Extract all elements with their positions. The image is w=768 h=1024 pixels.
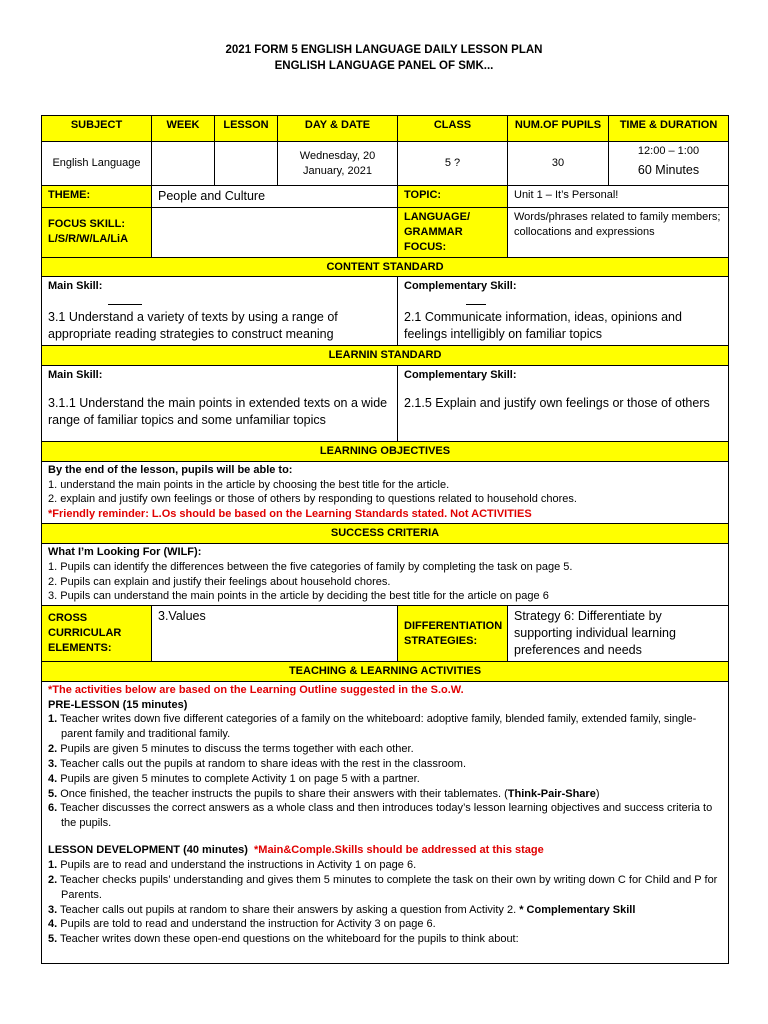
panel-title: ENGLISH LANGUAGE PANEL OF SMK...	[274, 60, 494, 72]
activity-step	[48, 917, 722, 932]
step-text: Once finished, the teacher instructs the pupils to share their answers with their tablemates. (	[57, 787, 508, 800]
step-emphasis: * Complementary Skill	[519, 903, 636, 916]
learning-objectives-row	[42, 461, 729, 523]
topic-value: Unit 1 – It’s Personal!	[508, 186, 729, 208]
learning-comp-label: Complementary Skill:	[404, 368, 517, 381]
step-text: Teacher calls out pupils at random to share their answers by asking a question from Activity 2.	[57, 903, 520, 916]
step-number: 5.	[48, 933, 58, 946]
lo-item: 1. understand the main points in the article by choosing the best title for the article.	[48, 478, 450, 491]
activity-step	[48, 932, 722, 947]
activity-step	[48, 873, 722, 903]
subject-value: English Language	[42, 142, 152, 186]
theme-value: People and Culture	[152, 186, 398, 208]
pre-lesson-list	[48, 712, 722, 831]
learning-objectives-bar	[42, 441, 729, 461]
sc-item: 2. Pupils can explain and justify their feelings about household chores.	[48, 575, 391, 588]
sc-item: 3. Pupils can understand the main points in the article by deciding the best title for the article on page 6	[48, 590, 549, 603]
lo-intro: By the end of the lesson, pupils will be able to:	[48, 463, 293, 476]
step-emphasis: Think-Pair-Share	[507, 787, 596, 800]
learning-objectives-heading: LEARNING OBJECTIVES	[42, 441, 729, 461]
differentiation-label: DIFFERENTIATION STRATEGIES:	[398, 606, 508, 662]
plan-title: 2021 FORM 5 ENGLISH LANGUAGE DAILY LESSON PLAN	[225, 44, 543, 56]
lo-reminder: *Friendly reminder: L.Os should be based on the Learning Standards stated. Not ACTIVITIES	[48, 508, 532, 521]
time-value: 12:00 – 1:00	[637, 145, 700, 157]
development-list	[48, 858, 722, 947]
content-comp-text: 2.1 Communicate information, ideas, opinions and feelings intelligibly on familiar topics	[404, 310, 682, 342]
sc-intro: What I’m Looking For (WILF):	[48, 545, 202, 558]
step-text: Teacher writes down five different categories of a family on the whiteboard: adoptive family, blended family, extended family, single-parent family and traditional family.	[57, 713, 697, 741]
theme-topic-row	[42, 186, 729, 208]
step-number: 5.	[48, 787, 58, 800]
step-number: 3.	[48, 757, 58, 770]
duration-value: 60 Minutes	[637, 162, 700, 177]
sc-item: 1. Pupils can identify the differences between the five categories of family by completing the task on page 5.	[48, 560, 573, 573]
focus-row	[42, 208, 729, 258]
language-focus-label: LANGUAGE/ GRAMMAR FOCUS:	[398, 208, 508, 258]
success-criteria-row	[42, 543, 729, 605]
success-criteria-cell	[42, 543, 729, 605]
step-text: Teacher checks pupils’ understanding and gives them 5 minutes to complete the task on their own by writing down C for Child and P for Parents.	[57, 873, 718, 901]
lesson-value	[215, 142, 278, 186]
activities-row	[42, 681, 729, 963]
learning-main-cell	[42, 365, 398, 441]
step-tail: )	[595, 787, 600, 800]
cce-row	[42, 606, 729, 662]
activities-cell	[42, 681, 729, 963]
class-value: 5 ?	[398, 142, 508, 186]
step-text: Pupils are told to read and understand the instruction for Activity 3 on page 6.	[57, 918, 436, 931]
step-number: 4.	[48, 918, 58, 931]
activities-bar	[42, 661, 729, 681]
week-value	[152, 142, 215, 186]
content-main-text: 3.1 Understand a variety of texts by using a range of appropriate reading strategies to construct meaning	[48, 310, 338, 342]
activity-step	[48, 801, 722, 831]
dev-title: LESSON DEVELOPMENT (40 minutes)	[48, 844, 248, 857]
step-text: Teacher discusses the correct answers as a whole class and then introduces today’s lesson learning objectives and success criteria to the pupils.	[57, 802, 713, 830]
theme-label: THEME:	[42, 186, 152, 208]
learning-main-text: 3.1.1 Understand the main points in extended texts on a wide range of familiar topics and some unfamiliar topics	[48, 395, 388, 427]
focus-skill-value	[152, 208, 398, 258]
lesson-plan-table	[41, 115, 729, 964]
values-row	[42, 142, 729, 186]
content-main-cell	[42, 277, 398, 346]
topic-label: TOPIC:	[398, 186, 508, 208]
col-day-date: DAY & DATE	[278, 116, 398, 142]
underline-mark	[108, 294, 142, 305]
col-lesson: LESSON	[215, 116, 278, 142]
time-duration-value	[609, 142, 729, 186]
activity-step	[48, 903, 722, 918]
step-text: Teacher calls out the pupils at random to share ideas with the rest in the classroom.	[57, 757, 467, 770]
language-focus-value: Words/phrases related to family members; collocations and expressions	[508, 208, 729, 258]
cce-label: CROSS CURRICULAR ELEMENTS:	[42, 606, 152, 662]
underline-mark	[466, 294, 486, 305]
cce-value: 3.Values	[152, 606, 398, 662]
success-criteria-heading: SUCCESS CRITERIA	[42, 524, 729, 544]
content-standard-row	[42, 277, 729, 346]
step-number: 2.	[48, 743, 58, 756]
activity-step	[48, 787, 722, 802]
learning-objectives-cell	[42, 461, 729, 523]
content-comp-cell	[398, 277, 729, 346]
step-number: 2.	[48, 873, 58, 886]
activity-step	[48, 772, 722, 787]
activities-note: *The activities below are based on the Learning Outline suggested in the S.o.W.	[48, 683, 464, 696]
content-main-label: Main Skill:	[48, 280, 103, 293]
col-week: WEEK	[152, 116, 215, 142]
day-date-value: Wednesday, 20 January, 2021	[278, 142, 398, 186]
dev-note: *Main&Comple.Skills should be addressed at this stage	[254, 844, 544, 857]
pre-lesson-title: PRE-LESSON (15 minutes)	[48, 698, 188, 711]
col-time-duration: TIME & DURATION	[609, 116, 729, 142]
step-text: Pupils are given 5 minutes to complete Activity 1 on page 5 with a partner.	[57, 772, 420, 785]
lo-item: 2. explain and justify own feelings or those of others by responding to questions related to household chores.	[48, 493, 577, 506]
header-row	[42, 116, 729, 142]
content-standard-heading: CONTENT STANDARD	[42, 257, 729, 277]
step-number: 4.	[48, 772, 58, 785]
success-criteria-bar	[42, 524, 729, 544]
step-number: 1.	[48, 713, 58, 726]
learning-standard-bar	[42, 345, 729, 365]
activities-heading: TEACHING & LEARNING ACTIVITIES	[42, 661, 729, 681]
step-text: Pupils are given 5 minutes to discuss the terms together with each other.	[57, 743, 414, 756]
step-number: 6.	[48, 802, 58, 815]
col-subject: SUBJECT	[42, 116, 152, 142]
step-text: Teacher writes down these open-end questions on the whiteboard for the pupils to think about:	[57, 933, 519, 946]
content-comp-label: Complementary Skill:	[404, 280, 517, 293]
content-standard-bar	[42, 257, 729, 277]
learning-standard-row	[42, 365, 729, 441]
differentiation-value: Strategy 6: Differentiate by supporting individual learning preferences and needs	[508, 606, 729, 662]
focus-skill-label: FOCUS SKILL: L/S/R/W/LA/LiA	[42, 208, 152, 258]
activity-step	[48, 858, 722, 873]
step-text: Pupils are to read and understand the instructions in Activity 1 on page 6.	[57, 859, 417, 871]
col-class: CLASS	[398, 116, 508, 142]
col-num-pupils: NUM.OF PUPILS	[508, 116, 609, 142]
activity-step	[48, 742, 722, 757]
num-pupils-value: 30	[508, 142, 609, 186]
step-number: 1.	[48, 859, 58, 871]
learning-comp-cell	[398, 365, 729, 441]
step-number: 3.	[48, 903, 58, 916]
learning-comp-text: 2.1.5 Explain and justify own feelings or those of others	[404, 395, 710, 410]
learning-standard-heading: LEARNIN STANDARD	[42, 345, 729, 365]
activity-step	[48, 712, 722, 742]
activity-step	[48, 757, 722, 772]
learning-main-label: Main Skill:	[48, 368, 103, 381]
